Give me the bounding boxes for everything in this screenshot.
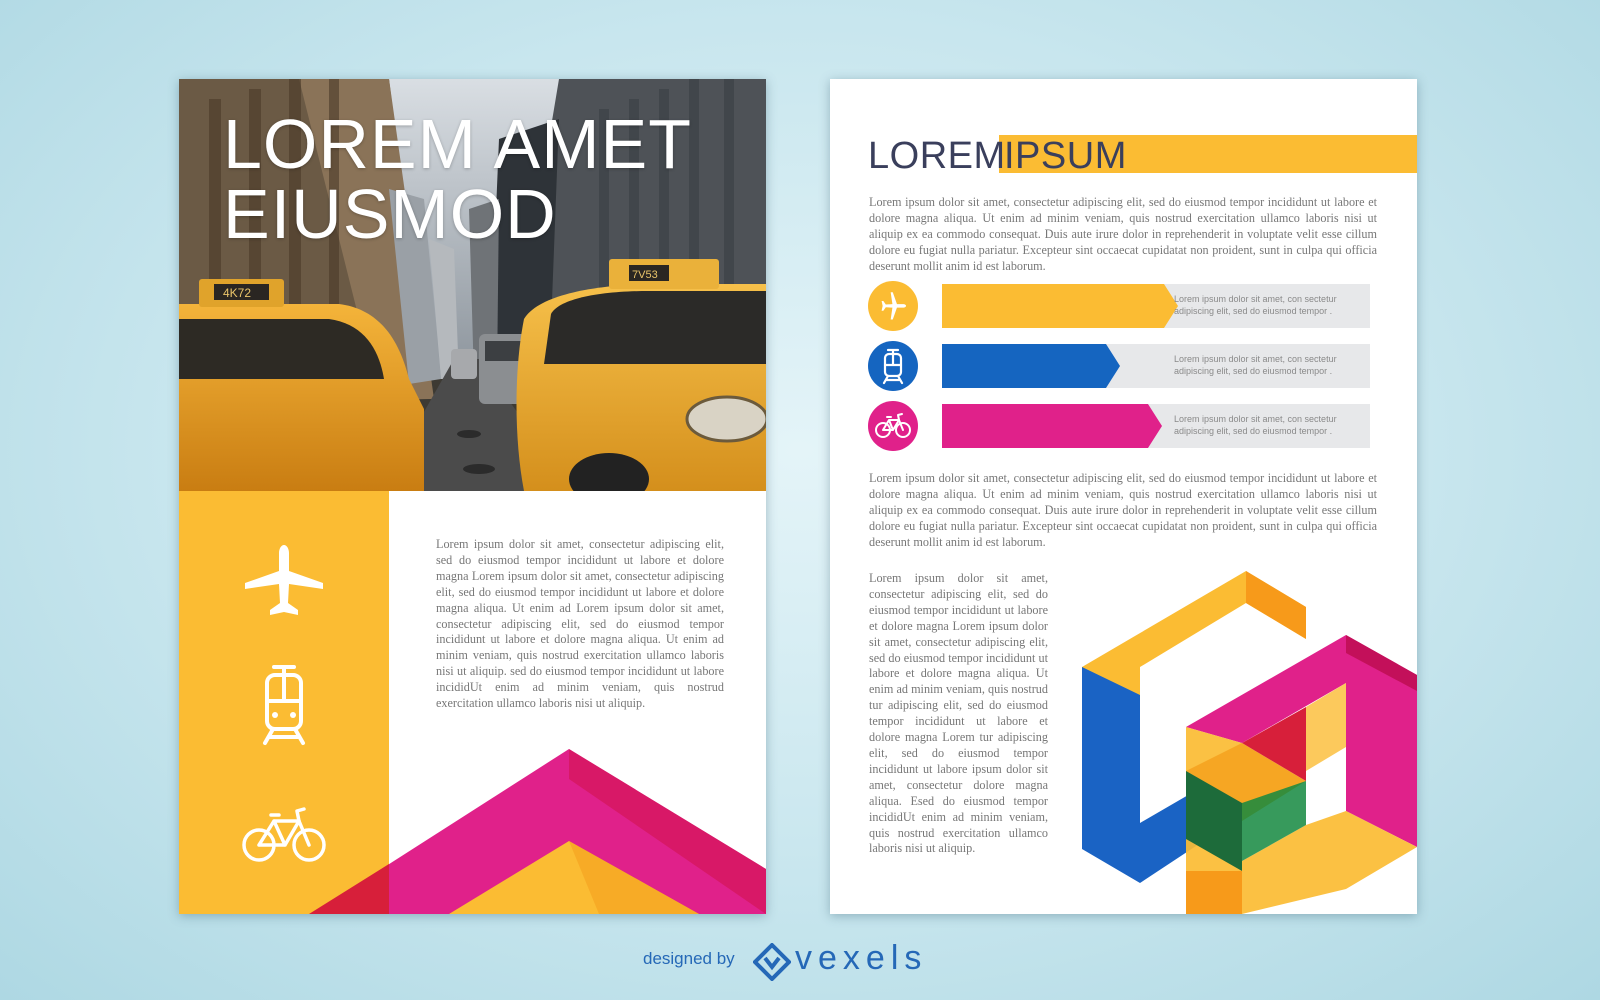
row-note: Lorem ipsum dolor sit amet, con sectetur adipiscing elit, sed do eiusmod tempor .: [1174, 354, 1337, 376]
svg-text:4K72: 4K72: [223, 286, 252, 300]
infographic-row: [868, 401, 1378, 451]
intro-paragraph: Lorem ipsum dolor sit amet, consectetur adipiscing elit, sed do eiusmod tempor incididunt ut labore et dolore magna aliqua. Ut enim ad minim veniam, quis nostrud exercitation ullamco laboris nisi ut aliquip ex ea commodo consequat. Duis aute irure dolor in reprehenderit in voluptate velit esse cillum dolore eu fugiat nulla pariatur. Excepteur sint occaecat cupidatat non proident, sunt in culpa qui officia deserunt mollit anim id est laborum.: [869, 195, 1377, 273]
body-paragraph: Lorem ipsum dolor sit amet, consectetur adipiscing elit, sed do eiusmod tempor incididunt ut labore et dolore magna aliqua. Ut enim ad minim veniam, quis nostrud exercitation ullamco laboris nisi ut aliquip ex ea commodo consequat. Duis aute irure dolor in reprehenderit in voluptate velit esse cillum dolore eu fugiat nulla pariatur. Excepteur sint occaecat cupidatat non proident, sunt in culpa qui officia deserunt mollit anim id est laborum.: [869, 471, 1377, 549]
brochure-page-right: [830, 79, 1417, 914]
geometric-shapes-left: [179, 719, 766, 914]
row-icon-circle: [868, 401, 918, 451]
cover-title-line1: LOREM AMET: [223, 105, 692, 183]
geometric-hexagon-graphic: [1082, 571, 1417, 914]
infographic-row: [868, 341, 1378, 391]
city-taxi-photo: [179, 79, 766, 491]
left-body-text: Lorem ipsum dolor sit amet, consectetur adipiscing elit, sed do eiusmod tempor incididunt ut labore et dolore magna Lorem ipsum dolor sit amet, consectetur adipiscing elit, sed do eiusmod tempor incididunt ut labore et dolore magna aliqua. Ut enim ad Lorem ipsum dolor sit amet, consectetur adipiscing elit, sed do eiusmod tempor incididunt ut labore et dolore magna aliqua. Ut enim ad minim veniam, quis nostrud exercitation ullamco laboris nisi ut aliquip. sed do eiusmod tempor incididunt ut labore incididUt enim ad minim veniam, quis nostrud exercitation ullamco laboris nisi ut aliquip.: [436, 537, 724, 711]
progress-arrow: [942, 344, 1182, 388]
tram-icon: [868, 341, 918, 391]
progress-arrow: [942, 284, 1182, 328]
narrow-column-text: Lorem ipsum dolor sit amet, consectetur adipiscing elit, sed do eiusmod tempor incididunt ut labore et dolore magna Lorem ipsum dolor sit amet, consectetur adipiscing elit, sed do eiusmod tempor incididunt ut labore et dolore magna aliqua. Ut enim ad minim veniam, quis nostrud tur adipiscing elit, sed do eiusmod tempor incididunt ut labore et dolore magna Lorem tur adipiscing elit, sed do eiusmod tempor incididunt ut labore ipsum dolor sit amet, consectetur dolore magna aliqua. Esed do eiusmod tempor incididUt enim ad minim veniam, quis nostrud exercitation ullamco laboris nisi ut aliquip.: [869, 571, 1048, 856]
cover-title-line2: EIUSMOD: [223, 175, 557, 253]
vexels-logo-icon: [753, 943, 791, 981]
bicycle-icon: [868, 401, 918, 451]
section-title: [868, 135, 1417, 177]
row-note: Lorem ipsum dolor sit amet, con sectetur adipiscing elit, sed do eiusmod tempor .: [1174, 414, 1337, 436]
airplane-icon: [868, 281, 918, 331]
infographic-row: [868, 281, 1378, 331]
brand-name: vexels: [795, 939, 928, 977]
progress-arrow: [942, 404, 1182, 448]
row-note: Lorem ipsum dolor sit amet, con sectetur adipiscing elit, sed do eiusmod tempor .: [1174, 294, 1337, 316]
cover-title: [223, 105, 692, 253]
row-icon-circle: [868, 281, 918, 331]
title-word-lorem: LOREM: [868, 135, 1006, 177]
airplane-icon: [241, 539, 327, 625]
svg-text:7V53: 7V53: [632, 269, 658, 281]
designed-by-text: designed by: [643, 949, 735, 968]
row-icon-circle: [868, 341, 918, 391]
title-word-ipsum: IPSUM: [1004, 135, 1127, 177]
brochure-page-left: [179, 79, 766, 914]
